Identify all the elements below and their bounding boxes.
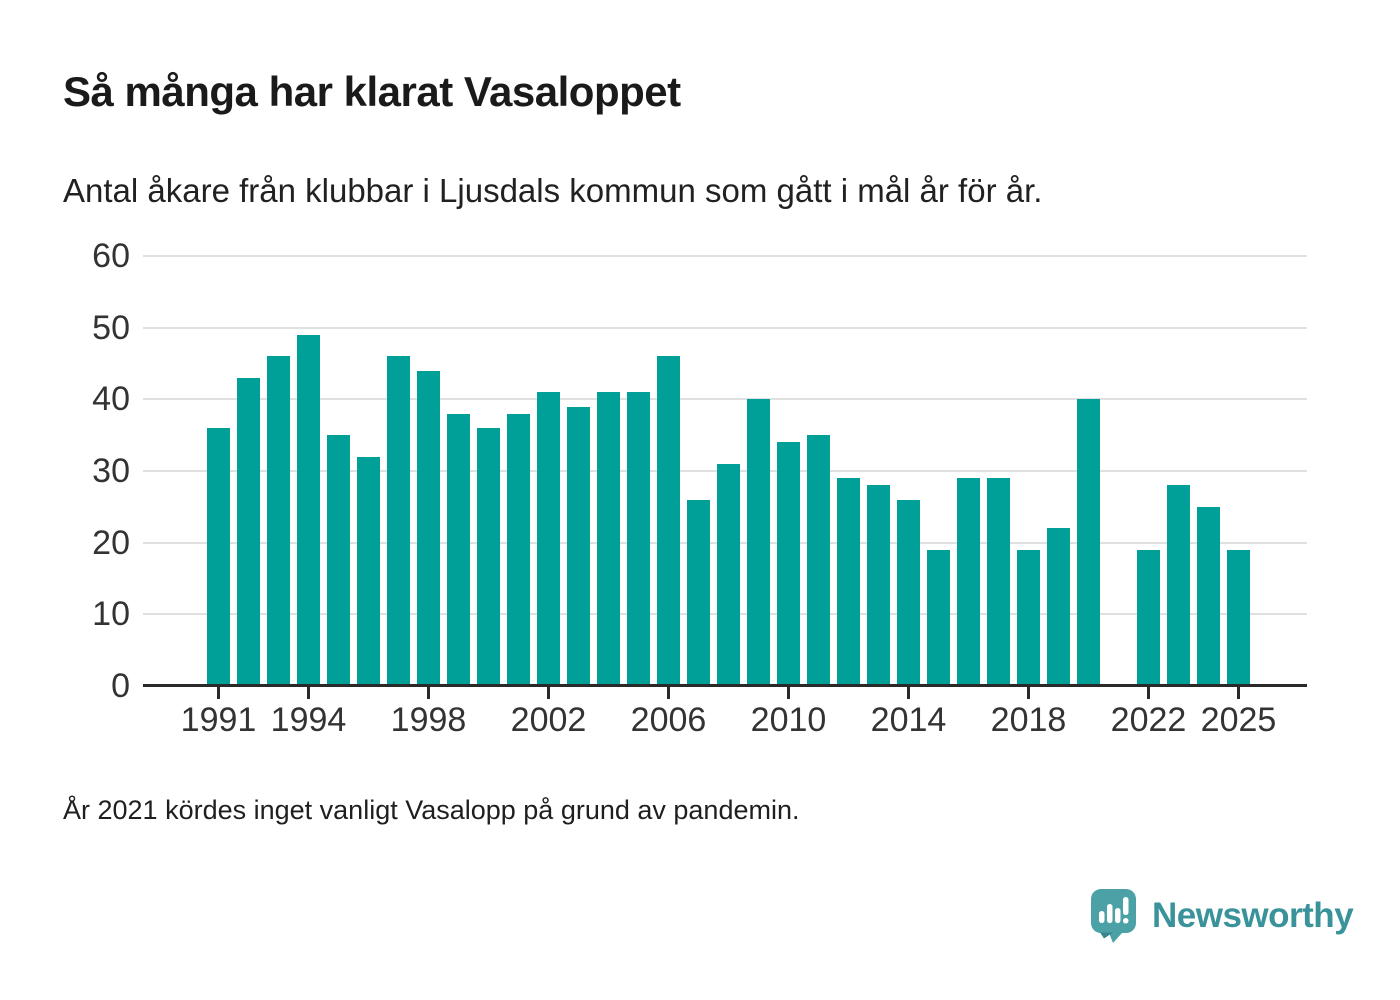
bar-1995	[327, 435, 350, 686]
page-title: Så många har klarat Vasaloppet	[63, 68, 681, 115]
x-axis-tick-1991	[217, 687, 220, 699]
x-axis-label-1994: 1994	[270, 701, 347, 739]
x-axis-tick-2006	[667, 687, 670, 699]
bar-2005	[627, 392, 650, 686]
x-axis-tick-2025	[1237, 687, 1240, 699]
chart-footnote: År 2021 kördes inget vanligt Vasalopp på grund av pandemin.	[63, 795, 800, 825]
x-axis-label-2006: 2006	[630, 701, 707, 739]
bar-2013	[867, 485, 890, 686]
bar-2025	[1227, 550, 1250, 686]
x-axis-tick-2014	[907, 687, 910, 699]
x-axis-line	[143, 684, 1307, 687]
bar-1998	[417, 371, 440, 686]
newsworthy-logo-text: Newsworthy	[1152, 896, 1354, 935]
x-axis-label-1991: 1991	[180, 701, 257, 739]
x-axis-label-2010: 2010	[750, 701, 827, 739]
bar-2017	[987, 478, 1010, 686]
chart-subtitle: Antal åkare från klubbar i Ljusdals kommun som gått i mål år för år.	[63, 172, 1043, 209]
bar-2002	[537, 392, 560, 686]
bar-2003	[567, 407, 590, 687]
bar-2012	[837, 478, 860, 686]
x-axis-tick-2018	[1027, 687, 1030, 699]
x-axis-label-2022: 2022	[1110, 701, 1187, 739]
bar-2004	[597, 392, 620, 686]
y-axis-label-60: 60	[92, 237, 130, 275]
x-axis-label-2025: 2025	[1200, 701, 1277, 739]
bar-2023	[1167, 485, 1190, 686]
y-axis-label-50: 50	[92, 308, 130, 347]
bar-2010	[777, 442, 800, 686]
x-axis-label-2002: 2002	[510, 701, 587, 739]
bar-2015	[927, 550, 950, 686]
x-axis-label-2014: 2014	[870, 701, 947, 739]
bar-2016	[957, 478, 980, 686]
bar-2009	[747, 399, 770, 686]
bar-2022	[1137, 550, 1160, 686]
bar-2024	[1197, 507, 1220, 686]
newsworthy-logo	[1091, 889, 1353, 943]
newsworthy-chart-bubble-icon	[1091, 889, 1136, 943]
x-axis-label-1998: 1998	[390, 701, 467, 739]
bar-2008	[717, 464, 740, 686]
bar-2006	[657, 356, 680, 686]
bar-2011	[807, 435, 830, 686]
y-axis-label-30: 30	[92, 452, 130, 490]
bar-1992	[237, 378, 260, 686]
bar-2014	[897, 500, 920, 686]
gridline-60	[143, 255, 1307, 257]
bar-2007	[687, 500, 710, 686]
bar-2020	[1077, 399, 1100, 686]
x-axis-tick-2002	[547, 687, 550, 699]
x-axis-label-2018: 2018	[990, 701, 1067, 739]
bar-1991	[207, 428, 230, 686]
bar-2019	[1047, 528, 1070, 686]
y-axis-label-40: 40	[92, 380, 130, 419]
bar-1993	[267, 356, 290, 686]
x-axis-tick-1998	[427, 687, 430, 699]
bar-2018	[1017, 550, 1040, 686]
x-axis-tick-1994	[307, 687, 310, 699]
y-axis-label-0: 0	[111, 667, 130, 705]
bar-1997	[387, 356, 410, 686]
y-axis-label-10: 10	[92, 595, 130, 634]
bar-2000	[477, 428, 500, 686]
bar-1996	[357, 457, 380, 686]
y-axis-label-20: 20	[92, 523, 130, 562]
bar-1999	[447, 414, 470, 686]
bar-2001	[507, 414, 530, 686]
x-axis-tick-2010	[787, 687, 790, 699]
bar-1994	[297, 335, 320, 686]
x-axis-tick-2022	[1147, 687, 1150, 699]
gridline-50	[143, 327, 1307, 329]
